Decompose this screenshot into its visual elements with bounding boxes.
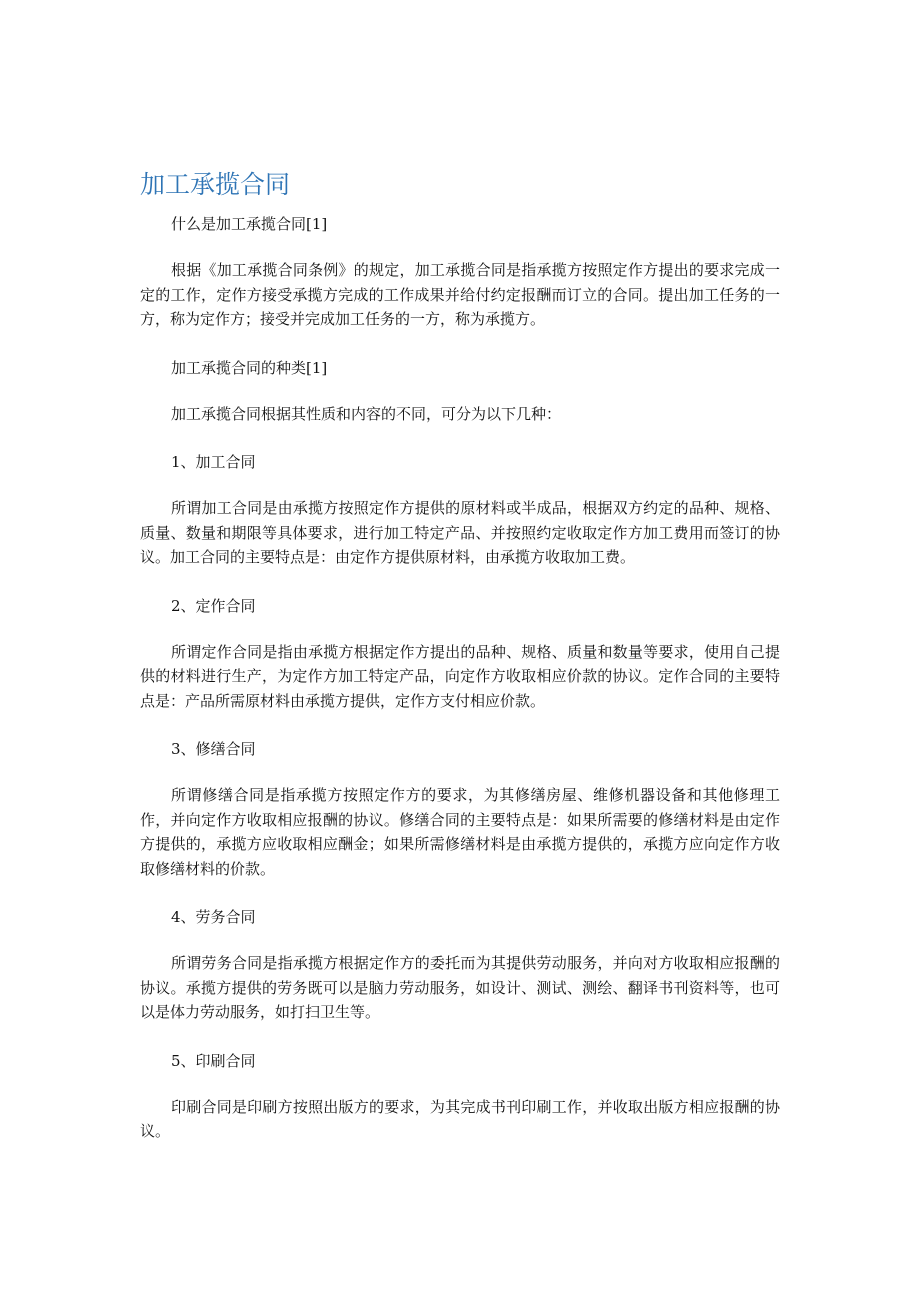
section-heading-types: 加工承揽合同的种类[1] bbox=[171, 358, 328, 377]
subheading-processing-contract: 1、加工合同 bbox=[171, 453, 256, 471]
paragraph-processing-contract: 所谓加工合同是由承揽方按照定作方提供的原材料或半成品，根据双方约定的品种、规格、质量、数量和期限等具体要求，进行加工特定产品、并按照约定收取定作方加工费用而签订的协议。加工合同的主要特点是：由定作方提供原材料，由承揽方收取加工费。 bbox=[140, 499, 780, 566]
paragraph-repair-contract: 所谓修缮合同是指承揽方按照定作方的要求，为其修缮房屋、维修机器设备和其他修理工作，并向定作方收取相应报酬的协议。修缮合同的主要特点是：如果所需要的修缮材料是由定作方提供的，承揽方应收取相应酬金；如果所需修缮材料是由承揽方提供的，承揽方应向定作方收取修缮材料的价款。 bbox=[140, 786, 780, 878]
paragraph-labor-contract: 所谓劳务合同是指承揽方根据定作方的委托而为其提供劳动服务，并向对方收取相应报酬的协议。承揽方提供的劳务既可以是脑力劳动服务，如设计、测试、测绘、翻译书刊资料等，也可以是体力劳动服务，如打扫卫生等。 bbox=[140, 954, 780, 1021]
subheading-repair-contract: 3、修缮合同 bbox=[171, 740, 256, 758]
section-heading-definition: 什么是加工承揽合同[1] bbox=[171, 215, 328, 233]
document-title: 加工承揽合同 bbox=[140, 170, 291, 199]
subheading-printing-contract: 5、印刷合同 bbox=[171, 1051, 256, 1070]
subheading-labor-contract: 4、劳务合同 bbox=[171, 908, 256, 926]
paragraph-definition: 根据《加工承揽合同条例》的规定，加工承揽合同是指承揽方按照定作方提出的要求完成一定的工作，定作方接受承揽方完成的工作成果并给付约定报酬而订立的合同。提出加工任务的一方，称为定作方；接受并完成加工任务的一方，称为承揽方。 bbox=[140, 261, 780, 328]
subheading-custom-order-contract: 2、定作合同 bbox=[171, 596, 256, 615]
paragraph-types-intro: 加工承揽合同根据其性质和内容的不同，可分为以下几种： bbox=[171, 404, 562, 423]
paragraph-printing-contract: 印刷合同是印刷方按照出版方的要求，为其完成书刊印刷工作，并收取出版方相应报酬的协议。 bbox=[140, 1097, 780, 1140]
paragraph-custom-order-contract: 所谓定作合同是指由承揽方根据定作方提出的品种、规格、质量和数量等要求，使用自己提供的材料进行生产，为定作方加工特定产品，向定作方收取相应价款的协议。定作合同的主要特点是：产品所需原材料由承揽方提供，定作方支付相应价款。 bbox=[140, 642, 780, 710]
document-page bbox=[140, 168, 780, 1144]
